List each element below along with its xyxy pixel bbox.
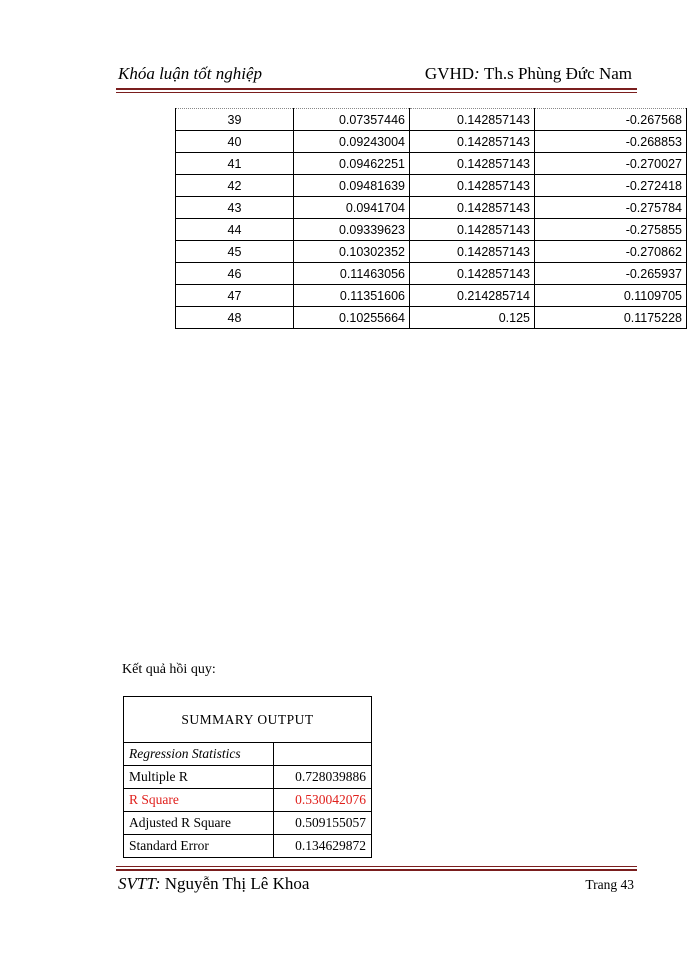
footer-student-name: Nguyễn Thị Lê Khoa (164, 874, 310, 893)
table-cell: 0.11351606 (294, 285, 410, 307)
table-row (176, 285, 687, 307)
data-table (175, 108, 687, 329)
table-cell: 0.125 (410, 307, 535, 329)
summary-row-value: 0.728039886 (274, 766, 372, 789)
regression-caption: Kết quả hồi quy: (122, 662, 216, 677)
table-cell: 0.09243004 (294, 131, 410, 153)
table-cell-index: 45 (176, 241, 294, 263)
table-row (176, 131, 687, 153)
table-cell-index: 46 (176, 263, 294, 285)
table-cell: 0.0941704 (294, 197, 410, 219)
summary-row (124, 835, 372, 858)
table-cell-index: 48 (176, 307, 294, 329)
summary-subheader-row (124, 743, 372, 766)
summary-row-label: R Square (124, 789, 274, 812)
table-row (176, 175, 687, 197)
table-cell-index: 47 (176, 285, 294, 307)
table-cell: 0.11463056 (294, 263, 410, 285)
table-cell: 0.142857143 (410, 241, 535, 263)
table-cell-index: 41 (176, 153, 294, 175)
footer-student (118, 874, 309, 894)
table-cell: 0.142857143 (410, 153, 535, 175)
header-advisor-name: Th.s Phùng Đức Nam (483, 64, 632, 83)
table-row (176, 263, 687, 285)
summary-output-table (123, 696, 372, 858)
table-cell: -0.268853 (535, 131, 687, 153)
header-advisor-label: GVHD (424, 64, 475, 83)
table-cell: 0.142857143 (410, 131, 535, 153)
table-cell: 0.09481639 (294, 175, 410, 197)
table-cell: 0.09462251 (294, 153, 410, 175)
table-cell: 0.214285714 (410, 285, 535, 307)
table-cell: -0.275784 (535, 197, 687, 219)
summary-row (124, 812, 372, 835)
table-cell: 0.142857143 (410, 175, 535, 197)
table-cell-index: 39 (176, 109, 294, 131)
footer-student-label: SVTT: (118, 874, 161, 893)
table-row (176, 219, 687, 241)
table-cell: 0.142857143 (410, 197, 535, 219)
table-cell: 0.07357446 (294, 109, 410, 131)
table-cell: -0.272418 (535, 175, 687, 197)
table-cell: 0.10255664 (294, 307, 410, 329)
table-cell: 0.1109705 (535, 285, 687, 307)
table-row (176, 197, 687, 219)
header-rule-thin (116, 92, 637, 93)
header-advisor-sep: : (474, 64, 484, 83)
summary-title-row (124, 697, 372, 743)
footer-rule-thin (116, 866, 637, 867)
table-cell: 0.142857143 (410, 109, 535, 131)
summary-row-highlighted (124, 789, 372, 812)
summary-row-value: 0.530042076 (274, 789, 372, 812)
summary-row-value: 0.509155057 (274, 812, 372, 835)
table-row (176, 153, 687, 175)
summary-subheader: Regression Statistics (124, 743, 274, 766)
page-number: Trang 43 (585, 877, 634, 892)
table-cell: 0.09339623 (294, 219, 410, 241)
summary-row (124, 766, 372, 789)
table-cell-index: 43 (176, 197, 294, 219)
header-rule-thick (116, 88, 637, 90)
table-cell: 0.1175228 (535, 307, 687, 329)
table-cell: 0.10302352 (294, 241, 410, 263)
table-cell-index: 42 (176, 175, 294, 197)
table-cell-index: 40 (176, 131, 294, 153)
table-row (176, 241, 687, 263)
summary-title: SUMMARY OUTPUT (124, 697, 372, 743)
table-row (176, 109, 687, 131)
table-cell: 0.142857143 (410, 263, 535, 285)
table-cell: -0.265937 (535, 263, 687, 285)
table-cell: -0.267568 (535, 109, 687, 131)
table-row (176, 307, 687, 329)
table-cell-index: 44 (176, 219, 294, 241)
summary-row-label: Standard Error (124, 835, 274, 858)
header-advisor (425, 64, 632, 84)
header-thesis-title: Khóa luận tốt nghiệp (118, 64, 263, 83)
summary-row-label: Multiple R (124, 766, 274, 789)
summary-row-label: Adjusted R Square (124, 812, 274, 835)
summary-row-value: 0.134629872 (274, 835, 372, 858)
table-cell: 0.142857143 (410, 219, 535, 241)
footer-rule-thick (116, 869, 637, 871)
table-cell: -0.270027 (535, 153, 687, 175)
summary-subheader-empty (274, 743, 372, 766)
table-cell: -0.270862 (535, 241, 687, 263)
table-cell: -0.275855 (535, 219, 687, 241)
